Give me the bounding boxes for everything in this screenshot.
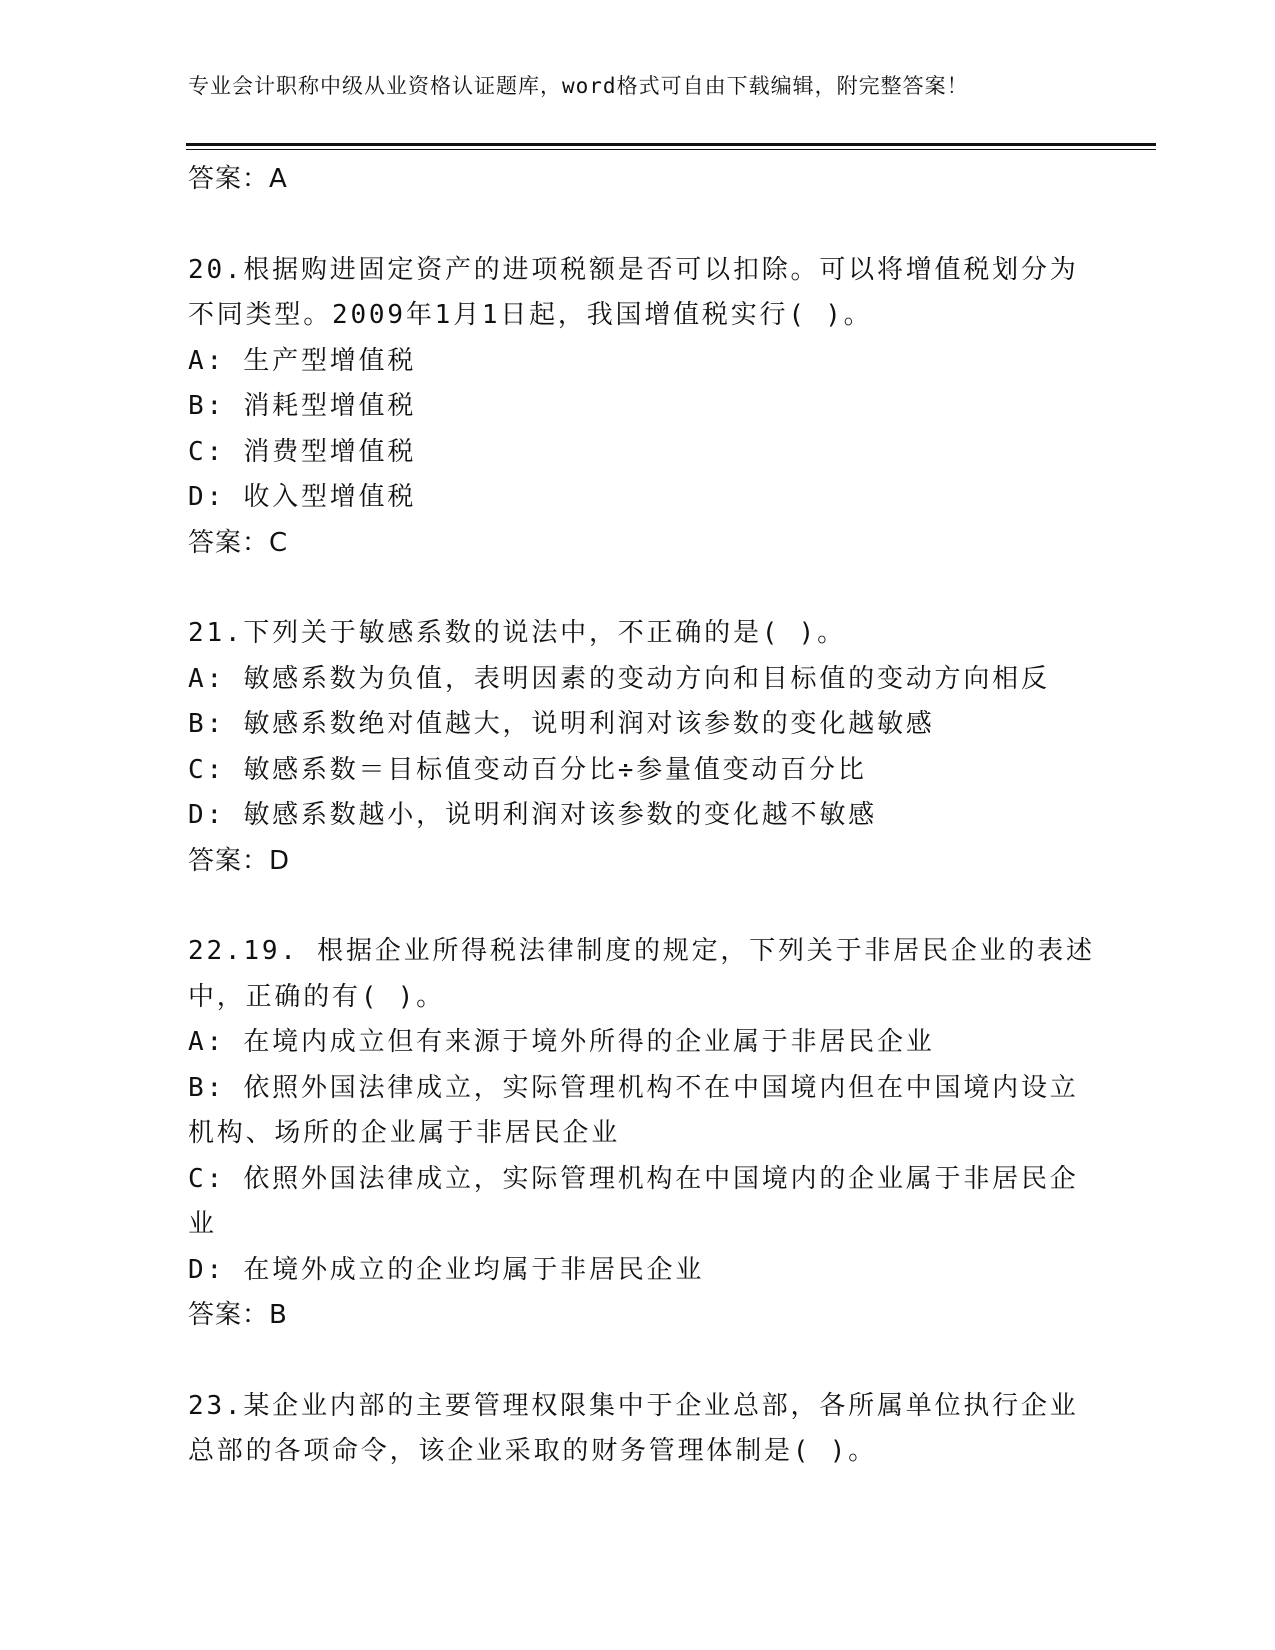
- question-block-22: [188, 929, 1095, 1339]
- question-block-20: [188, 248, 1088, 567]
- answer-line: 答案：B: [188, 1300, 288, 1330]
- option-b: B: 敏感系数绝对值越大，说明利润对该参数的变化越敏感: [188, 709, 935, 739]
- question-stem: 22.19. 根据企业所得税法律制度的规定，下列关于非居民企业的表述: [188, 936, 1095, 966]
- answer-line: 答案：A: [188, 164, 288, 194]
- option-c: C: 消费型增值税: [188, 436, 417, 467]
- question-stem: 20.根据购进固定资产的进项税额是否可以扣除。可以将增值税划分为: [188, 254, 1079, 285]
- option-a: A: 敏感系数为负值，表明因素的变动方向和目标值的变动方向相反: [188, 663, 1050, 694]
- question-stem: 不同类型。2009年1月1日起，我国增值税实行( )。: [188, 300, 873, 330]
- option-d: D: 敏感系数越小，说明利润对该参数的变化越不敏感: [188, 800, 877, 830]
- question-stem: 23.某企业内部的主要管理权限集中于企业总部，各所属单位执行企业: [188, 1390, 1079, 1421]
- question-block-21: [188, 611, 1088, 884]
- question-stem: 总部的各项命令，该企业采取的财务管理体制是( )。: [188, 1436, 877, 1466]
- header-rule-thick: [186, 143, 1156, 146]
- option-b-continued: 机构、场所的企业属于非居民企业: [188, 1118, 621, 1148]
- question-block-23: [188, 1384, 1088, 1475]
- question-stem: 中，正确的有( )。: [188, 981, 445, 1012]
- header-rule-thin: [186, 149, 1156, 150]
- answer-line: 答案：D: [188, 845, 291, 876]
- option-d: D: 收入型增值税: [188, 482, 417, 512]
- option-b: B: 依照外国法律成立，实际管理机构不在中国境内但在中国境内设立: [188, 1072, 1079, 1103]
- page-header: 专业会计职称中级从业资格认证题库，word格式可自由下载编辑，附完整答案！: [188, 74, 969, 98]
- question-stem: 21.下列关于敏感系数的说法中，不正确的是( )。: [188, 618, 846, 648]
- option-c: C: 依照外国法律成立，实际管理机构在中国境内的企业属于非居民企: [188, 1163, 1079, 1194]
- option-a: A: 生产型增值税: [188, 345, 417, 376]
- option-d: D: 在境外成立的企业均属于非居民企业: [188, 1254, 705, 1285]
- answer-line: 答案：C: [188, 527, 289, 558]
- option-c: C: 敏感系数＝目标值变动百分比÷参量值变动百分比: [188, 754, 867, 785]
- option-b: B: 消耗型增值税: [188, 391, 417, 421]
- question-list: [188, 157, 1095, 1475]
- option-a: A: 在境内成立但有来源于境外所得的企业属于非居民企业: [188, 1027, 935, 1057]
- option-c-continued: 业: [188, 1209, 217, 1239]
